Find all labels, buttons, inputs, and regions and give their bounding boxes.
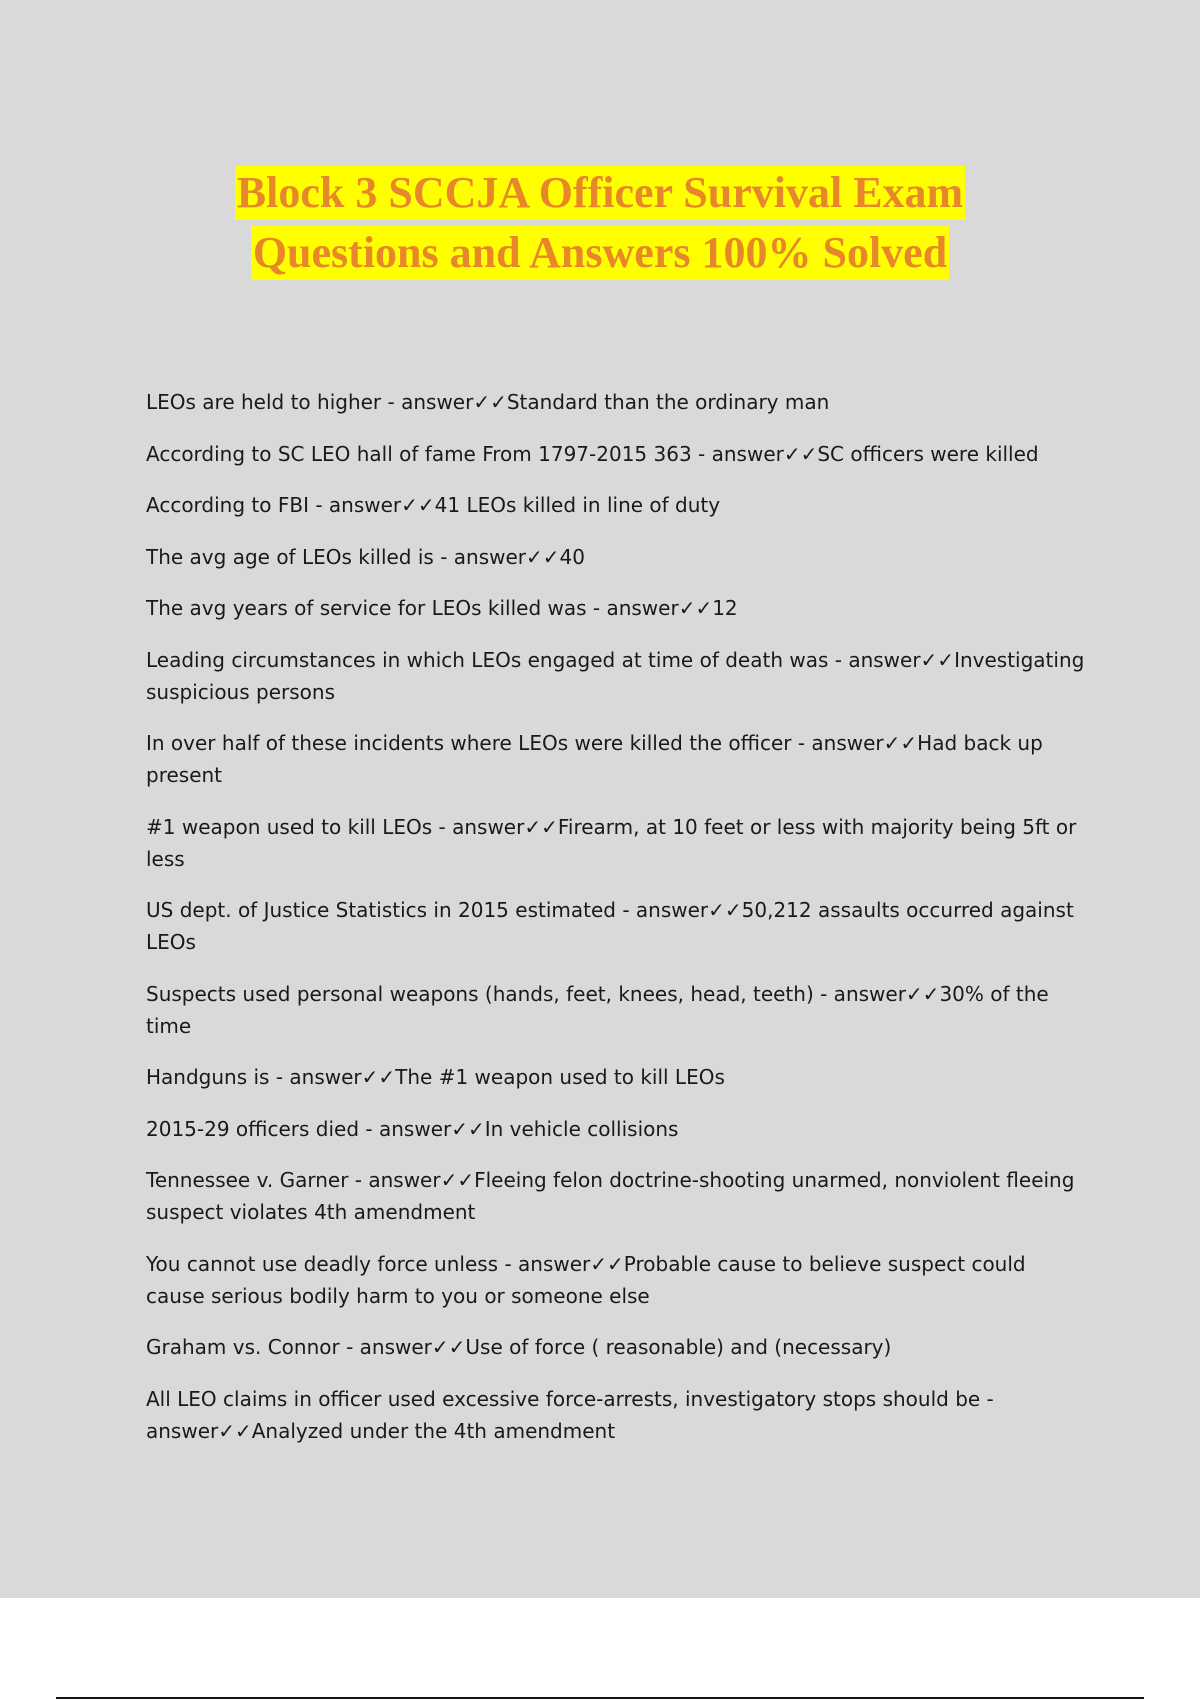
qa-item: US dept. of Justice Statistics in 2015 estimated - answer✓✓50,212 assaults occurred against LEOs	[146, 898, 1074, 954]
qa-item: Suspects used personal weapons (hands, feet, knees, head, teeth) - answer✓✓30% of the time	[146, 981, 1049, 1038]
qa-item: The avg age of LEOs killed is - answer✓✓40	[146, 544, 585, 569]
qa-item: Leading circumstances in which LEOs engaged at time of death was - answer✓✓Investigating suspicious persons	[146, 647, 1085, 704]
footer-divider	[56, 1697, 1144, 1699]
qa-item: Handguns is - answer✓✓The #1 weapon used to kill LEOs	[146, 1065, 725, 1089]
qa-item: 2015-29 officers died - answer✓✓In vehicle collisions	[146, 1116, 679, 1141]
qa-item: According to FBI - answer✓✓41 LEOs killed in line of duty	[146, 493, 721, 517]
qa-item: Tennessee v. Garner - answer✓✓Fleeing felon doctrine-shooting unarmed, nonviolent fleeing suspect violates 4th amendment	[146, 1168, 1075, 1224]
qa-item: Graham vs. Connor - answer✓✓Use of force ( reasonable) and (necessary)	[146, 1335, 892, 1359]
qa-item: You cannot use deadly force unless - answer✓✓Probable cause to believe suspect could cause serious bodily harm to you or someone else	[146, 1251, 1026, 1308]
qa-item: #1 weapon used to kill LEOs - answer✓✓Firearm, at 10 feet or less with majority being 5ft or less	[146, 814, 1077, 871]
qa-item: LEOs are held to higher - answer✓✓Standard than the ordinary man	[146, 390, 830, 414]
title-line-2: Questions and Answers 100% Solved	[251, 226, 949, 280]
qa-list	[146, 386, 1086, 1466]
qa-item: According to SC LEO hall of fame From 1797-2015 363 - answer✓✓SC officers were killed	[146, 441, 1039, 466]
qa-item: All LEO claims in officer used excessive force-arrests, investigatory stops should be - answer✓✓Analyzed under the 4th amendment	[146, 1386, 994, 1443]
document-title	[0, 166, 1200, 280]
title-line-1: Block 3 SCCJA Officer Survival Exam	[235, 166, 965, 220]
qa-item: In over half of these incidents where LEOs were killed the officer - answer✓✓Had back up present	[146, 731, 1043, 787]
qa-item: The avg years of service for LEOs killed was - answer✓✓12	[146, 596, 738, 620]
